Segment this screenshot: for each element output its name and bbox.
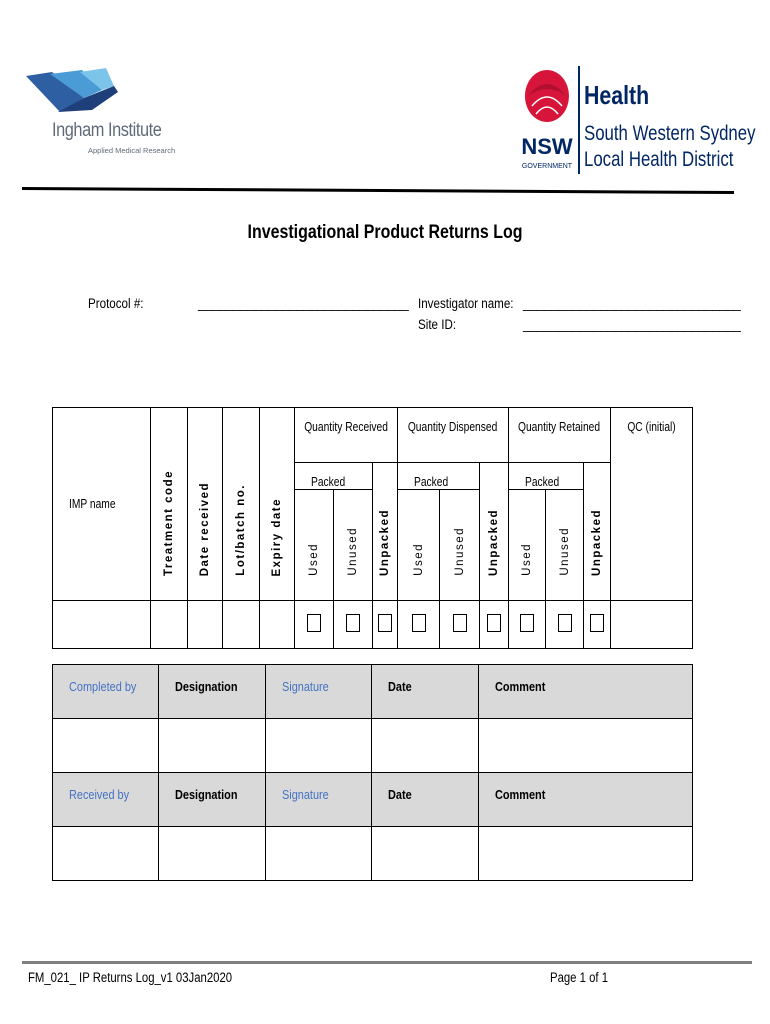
received-unpacked-header: Unpacked [372,463,398,601]
date-received-cell[interactable] [187,601,222,649]
received-by-signature-cell[interactable] [265,827,371,881]
investigator-name-field[interactable]: _______________________________ [523,296,741,311]
qc-initial-cell[interactable] [611,601,693,649]
received-by-header-row [53,773,693,827]
protocol-field[interactable]: ______________________________ [198,296,409,311]
date-received-header: Date received [187,408,222,601]
retained-used-header: Used [508,490,546,601]
received-unused-cell [334,601,373,649]
received-unpacked-cell [372,601,398,649]
completed-by-label: Completed by [53,665,159,719]
lot-batch-header: Lot/batch no. [223,408,259,601]
health-wordmark: Health [584,80,650,110]
expiry-date-header: Expiry date [259,408,294,601]
received-used-header: Used [295,490,334,601]
retained-used-cell [508,601,546,649]
date-label: Date [371,773,478,827]
protocol-label: Protocol #: [88,296,144,311]
qc-initial-header: QC (initial) [611,408,693,601]
quantity-dispensed-header: Quantity Dispensed [398,408,508,463]
district-line-2: Local Health District [584,148,734,171]
document-title: Investigational Product Returns Log [247,222,523,243]
quantity-retained-header: Quantity Retained [508,408,611,463]
footer-divider [22,961,752,964]
comment-label: Comment [478,665,693,719]
retained-unpacked-checkbox[interactable] [590,614,604,632]
retained-unpacked-cell [584,601,611,649]
site-id-field[interactable]: _______________________________ [523,317,741,332]
signature-label: Signature [265,665,371,719]
received-by-entry-row [53,827,693,881]
received-unused-header: Unused [334,490,373,601]
district-line-1: South Western Sydney [584,122,756,145]
received-packed-header: Packed [295,463,373,490]
completed-by-entry-row [53,719,693,773]
received-by-label: Received by [53,773,159,827]
retained-unused-cell [546,601,584,649]
comment-label: Comment [478,773,693,827]
received-unused-checkbox[interactable] [346,614,360,632]
received-by-designation-cell[interactable] [158,827,265,881]
nsw-wordmark: NSW [521,134,573,159]
ingham-institute-tagline: Applied Medical Research [88,146,176,155]
header-divider [22,186,734,194]
designation-label: Designation [158,773,265,827]
returns-log-table [52,407,693,649]
dispensed-packed-header: Packed [398,463,480,490]
completed-by-comment-cell[interactable] [478,719,693,773]
dispensed-unused-cell [440,601,480,649]
signature-label: Signature [265,773,371,827]
ingham-institute-name: Ingham Institute [52,120,162,141]
completed-by-name-cell[interactable] [53,719,159,773]
received-by-comment-cell[interactable] [478,827,693,881]
completed-by-signature-cell[interactable] [265,719,371,773]
received-by-date-cell[interactable] [371,827,478,881]
imp-name-cell[interactable] [53,601,151,649]
received-used-checkbox[interactable] [307,614,321,632]
completed-by-date-cell[interactable] [371,719,478,773]
date-label: Date [371,665,478,719]
completed-by-designation-cell[interactable] [158,719,265,773]
dispensed-unused-header: Unused [440,490,480,601]
table-row [53,601,693,649]
retained-unused-checkbox[interactable] [558,614,572,632]
received-by-name-cell[interactable] [53,827,159,881]
retained-used-checkbox[interactable] [520,614,534,632]
received-unpacked-checkbox[interactable] [378,614,392,632]
retained-packed-header: Packed [508,463,584,490]
dispensed-used-header: Used [398,490,440,601]
site-id-label: Site ID: [418,317,457,332]
treatment-code-header: Treatment code [151,408,187,601]
expiry-date-cell[interactable] [259,601,294,649]
document-reference: FM_021_ IP Returns Log_v1 03Jan2020 [28,970,233,985]
treatment-code-cell[interactable] [151,601,187,649]
designation-label: Designation [158,665,265,719]
quantity-received-header: Quantity Received [295,408,398,463]
dispensed-unpacked-header: Unpacked [480,463,508,601]
dispensed-used-cell [398,601,440,649]
dispensed-unused-checkbox[interactable] [453,614,467,632]
page-number: Page 1 of 1 [550,970,609,985]
government-wordmark: GOVERNMENT [521,163,573,170]
retained-unused-header: Unused [546,490,584,601]
imp-name-header: IMP name [53,408,151,601]
retained-unpacked-header: Unpacked [584,463,611,601]
received-used-cell [295,601,334,649]
lot-batch-cell[interactable] [223,601,259,649]
dispensed-unpacked-checkbox[interactable] [487,614,501,632]
ingham-logo-mark-icon [22,68,182,128]
nsw-health-logo [518,66,756,178]
signoff-table [52,664,693,881]
investigator-name-label: Investigator name: [418,296,514,311]
dispensed-unpacked-cell [480,601,508,649]
completed-by-header-row [53,665,693,719]
dispensed-used-checkbox[interactable] [412,614,426,632]
waratah-icon [518,66,576,174]
